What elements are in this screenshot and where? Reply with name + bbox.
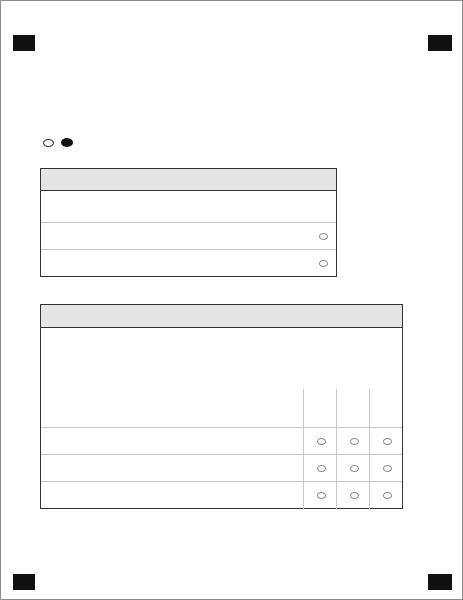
- rank-1-oval[interactable]: [317, 465, 326, 472]
- rank-3-oval[interactable]: [383, 438, 392, 445]
- system-row: [41, 427, 402, 454]
- instructions: [41, 135, 451, 151]
- corner-mark: [428, 574, 452, 590]
- empty-oval-icon: [43, 139, 54, 147]
- corner-mark: [13, 574, 35, 590]
- vote-oval[interactable]: [319, 260, 328, 267]
- system-row: [41, 481, 402, 508]
- rank-grid: [41, 389, 402, 509]
- rank-3-oval[interactable]: [383, 465, 392, 472]
- question-1-text: [41, 191, 336, 222]
- question-2-box: [40, 304, 403, 509]
- question-1-option: [41, 222, 336, 249]
- corner-mark: [428, 35, 452, 51]
- corner-mark: [13, 35, 35, 51]
- rank-3-oval[interactable]: [383, 492, 392, 499]
- vote-oval[interactable]: [319, 233, 328, 240]
- question-1-box: [40, 168, 337, 277]
- rank-1-oval[interactable]: [317, 438, 326, 445]
- system-row: [41, 454, 402, 481]
- question-2-text: [41, 328, 402, 332]
- rank-2-oval[interactable]: [350, 492, 359, 499]
- filled-oval-icon: [61, 138, 73, 147]
- rank-1-oval[interactable]: [317, 492, 326, 499]
- question-2-header: [41, 305, 402, 328]
- question-1-option: [41, 249, 336, 276]
- rank-2-oval[interactable]: [350, 465, 359, 472]
- rank-2-oval[interactable]: [350, 438, 359, 445]
- question-1-header: [41, 169, 336, 191]
